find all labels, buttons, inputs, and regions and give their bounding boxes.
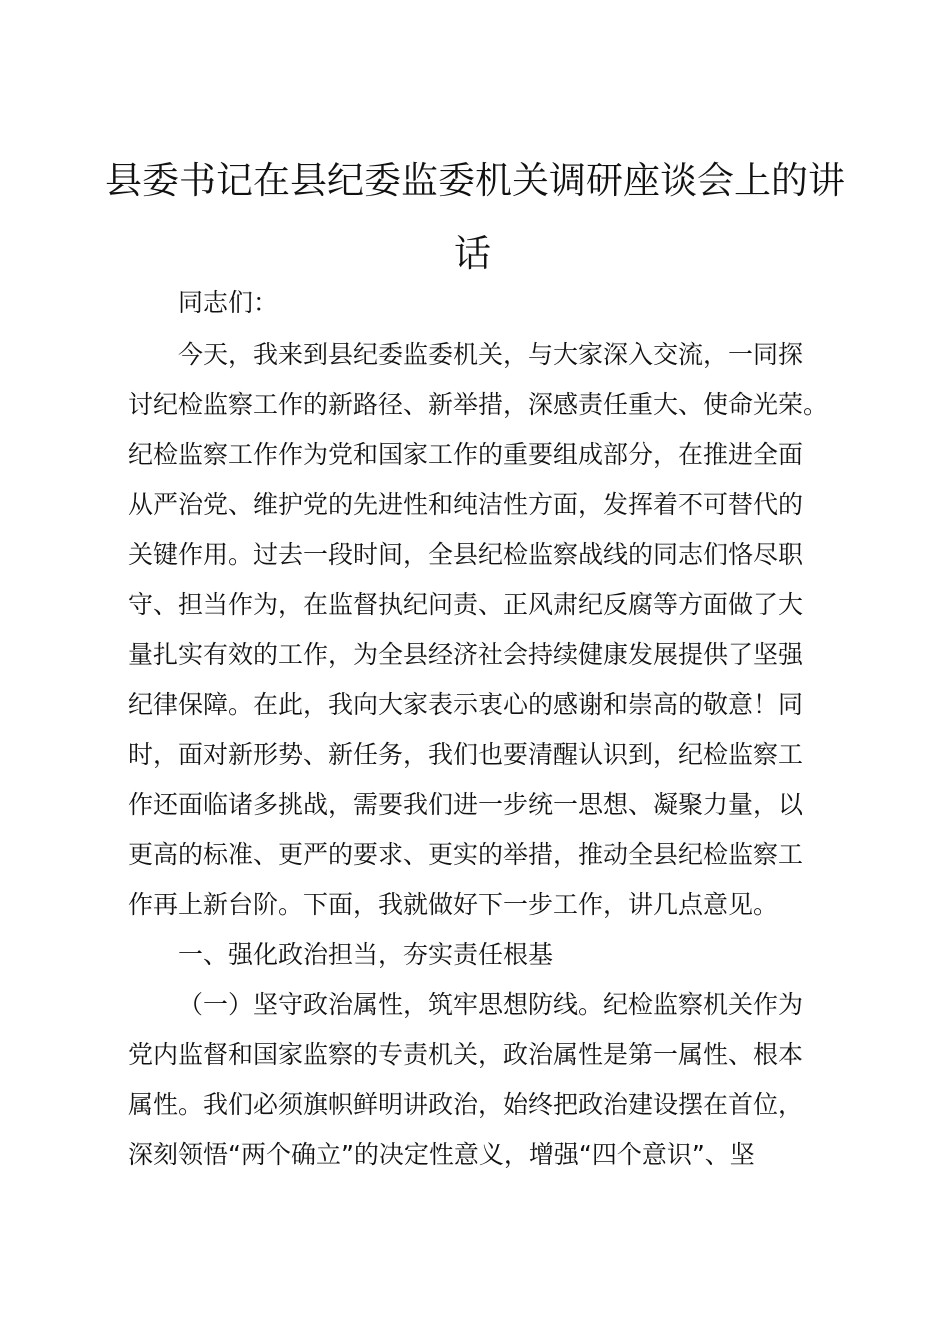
paragraph-line: 深刻领悟“两个确立”的决定性意义，增强“四个意识”、坚 [128,1140,755,1169]
paragraph-line: 党内监督和国家监察的专责机关，政治属性是第一属性、根本 [128,1040,804,1069]
paragraph-line: 纪律保障。在此，我向大家表示衷心的感谢和崇高的敬意！同 [128,690,804,719]
document-title-line-2: 话 [454,232,491,275]
section-heading: 一、强化政治担当，夯实责任根基 [178,940,554,969]
paragraph-line: 从严治党、维护党的先进性和纯洁性方面，发挥着不可替代的 [128,490,804,519]
greeting: 同志们： [178,288,279,317]
paragraph-line: 作再上新台阶。下面，我就做好下一步工作，讲几点意见。 [128,890,779,919]
paragraph-line: 时，面对新形势、新任务，我们也要清醒认识到，纪检监察工 [128,740,804,769]
paragraph-line: 属性。我们必须旗帜鲜明讲政治，始终把政治建设摆在首位， [128,1090,804,1119]
paragraph-line: 纪检监察工作作为党和国家工作的重要组成部分，在推进全面 [128,440,804,469]
paragraph-line: 今天，我来到县纪委监委机关，与大家深入交流，一同探 [178,340,804,369]
paragraph-line: 讨纪检监察工作的新路径、新举措，深感责任重大、使命光荣。 [128,390,829,419]
paragraph-line: 量扎实有效的工作，为全县经济社会持续健康发展提供了坚强 [128,640,804,669]
paragraph-line: 更高的标准、更严的要求、更实的举措，推动全县纪检监察工 [128,840,804,869]
paragraph-line: （一）坚守政治属性，筑牢思想防线。纪检监察机关作为 [178,990,804,1019]
paragraph-line: 作还面临诸多挑战，需要我们进一步统一思想、凝聚力量，以 [128,790,804,819]
paragraph-line: 关键作用。过去一段时间，全县纪检监察战线的同志们恪尽职 [128,540,804,569]
paragraph-line: 守、担当作为，在监督执纪问责、正风肃纪反腐等方面做了大 [128,590,804,619]
document-title-line-1: 县委书记在县纪委监委机关调研座谈会上的讲 [105,159,845,202]
